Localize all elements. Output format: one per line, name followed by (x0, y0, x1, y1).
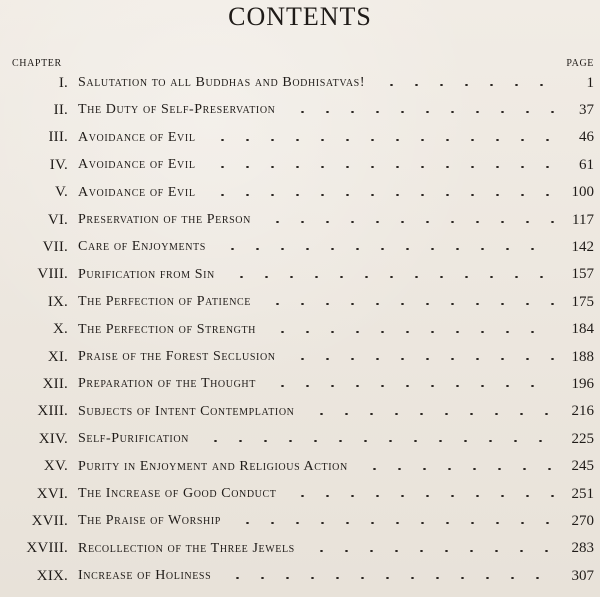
dot-leader (309, 550, 554, 552)
chapter-number: V. (54, 184, 68, 201)
page-number: 37 (579, 101, 594, 118)
toc-entry (0, 70, 600, 96)
chapter-title: Increase of Holiness (78, 568, 212, 584)
toc-entry (0, 371, 600, 397)
chapter-number: XI. (47, 348, 68, 365)
dot-leader (309, 413, 555, 415)
dot-leader (220, 248, 554, 250)
chapter-number: XII. (42, 375, 68, 392)
chapter-number: VII. (42, 238, 68, 255)
dot-leader (265, 221, 554, 223)
chapter-number: IX. (47, 293, 68, 310)
toc-entry (0, 97, 600, 123)
chapter-number: XIV. (38, 430, 68, 447)
chapter-number: XV. (43, 458, 68, 475)
chapter-title: Purification from Sin (78, 266, 215, 282)
dot-leader (290, 495, 554, 497)
chapter-title: Preparation of the Thought (78, 376, 256, 392)
chapter-title: Preservation of the Person (78, 212, 251, 227)
toc-entry (0, 125, 600, 151)
dot-leader (270, 331, 554, 333)
chapter-number: VI. (47, 211, 68, 228)
chapter-title: The Duty of Self-Preservation (78, 102, 276, 118)
page-number: 100 (571, 184, 594, 201)
chapter-number: XVI. (36, 485, 68, 502)
page-number: 307 (571, 567, 594, 584)
toc-entry (0, 481, 600, 507)
chapter-title: Self-Purification (78, 431, 189, 447)
dot-leader (265, 303, 554, 305)
toc-entry (0, 563, 600, 589)
dot-leader (362, 468, 554, 470)
page-number: 117 (572, 211, 594, 228)
toc-entry (0, 289, 600, 315)
chapter-title: Purity in Enjoyment and Religious Action (78, 458, 348, 474)
dot-leader (210, 166, 554, 168)
chapter-title: The Perfection of Strength (78, 321, 256, 337)
toc-entry (0, 152, 600, 178)
toc-entry (0, 454, 600, 480)
dot-leader (290, 111, 555, 113)
dot-leader (210, 139, 554, 141)
chapter-number: XVIII. (26, 540, 68, 557)
dot-leader (379, 84, 554, 86)
dot-leader (210, 194, 554, 196)
chapter-number: III. (48, 129, 68, 146)
page-title: CONTENTS (228, 2, 372, 31)
toc-entry (0, 536, 600, 562)
toc-entry (0, 207, 600, 233)
chapter-number: I. (58, 74, 68, 91)
dot-leader (290, 358, 554, 360)
chapter-number: XIII. (37, 403, 68, 420)
dot-leader (203, 440, 554, 442)
chapter-title: Praise of the Forest Seclusion (78, 349, 276, 364)
chapter-title: Avoidance of Evil (78, 184, 196, 200)
dot-leader (235, 522, 554, 524)
chapter-title: Subjects of Intent Contemplation (78, 403, 295, 419)
page-number: 61 (579, 156, 594, 173)
dot-leader (270, 385, 554, 387)
page-number: 225 (571, 430, 594, 447)
chapter-title: The Perfection of Patience (78, 294, 251, 310)
chapter-title: Avoidance of Evil (78, 129, 196, 145)
toc-entry (0, 399, 600, 425)
chapter-column-label: CHAPTER (12, 58, 62, 69)
toc-entry (0, 508, 600, 534)
chapter-number: X. (53, 321, 68, 338)
page-number: 216 (571, 403, 594, 420)
chapter-number: VIII. (37, 266, 68, 283)
page-number: 251 (571, 485, 594, 502)
page-number: 283 (571, 540, 594, 557)
chapter-title: The Increase of Good Conduct (78, 486, 277, 501)
dot-leader (225, 577, 554, 579)
chapter-number: XIX. (36, 567, 68, 584)
page-number: 142 (571, 238, 594, 255)
page-number: 157 (571, 266, 594, 283)
toc-entry (0, 234, 600, 260)
page-column-label: PAGE (566, 58, 594, 69)
toc-entry (0, 180, 600, 206)
toc-entry (0, 317, 600, 343)
page-number: 196 (571, 375, 594, 392)
chapter-title: The Praise of Worship (78, 513, 221, 529)
toc-entry (0, 344, 600, 370)
chapter-title: Salutation to all Buddhas and Bodhisatvas! (78, 75, 366, 90)
dot-leader (229, 276, 554, 278)
page-number: 175 (571, 293, 594, 310)
toc-entry (0, 426, 600, 452)
page-number: 184 (571, 321, 594, 338)
page-number: 1 (586, 74, 594, 91)
chapter-number: XVII. (31, 512, 68, 529)
page-number: 270 (571, 512, 594, 529)
chapter-number: II. (53, 101, 68, 118)
chapter-title: Recollection of the Three Jewels (78, 540, 295, 556)
page-number: 245 (571, 458, 594, 475)
page-number: 188 (571, 348, 594, 365)
chapter-title: Avoidance of Evil (78, 157, 196, 173)
page-number: 46 (579, 129, 594, 146)
toc-entry (0, 262, 600, 288)
chapter-title: Care of Enjoyments (78, 239, 206, 255)
chapter-number: IV. (49, 156, 68, 173)
